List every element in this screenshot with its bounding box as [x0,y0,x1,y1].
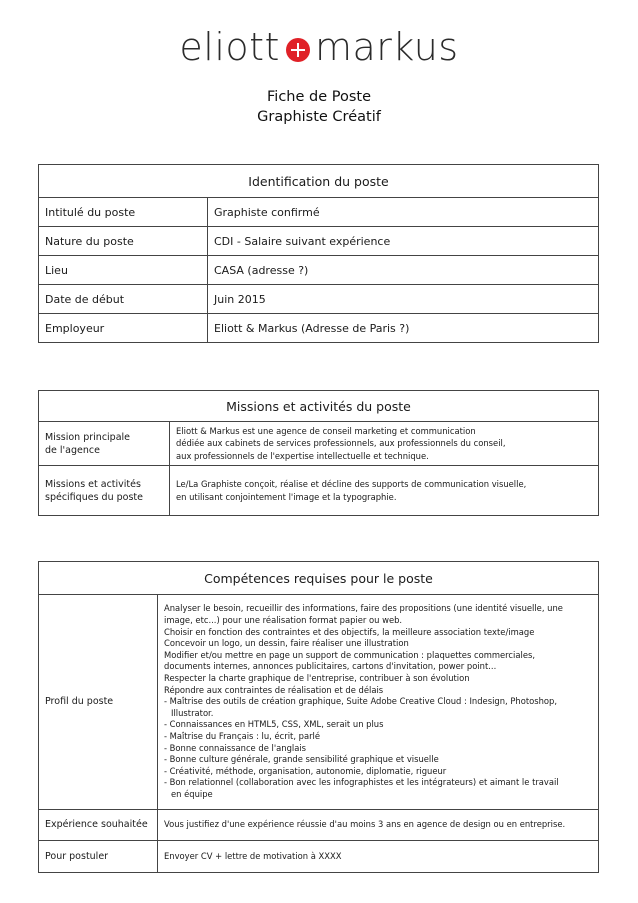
identification-table [38,164,599,343]
section-header-competences: Compétences requises pour le poste [39,562,599,595]
table-row [39,466,599,516]
text-line: image, etc...) pour une réalisation format papier ou web. [164,615,403,626]
row-value: Vous justifiez d'une expérience réussie d'au moins 3 ans en agence de design ou en entreprise. [158,810,599,841]
table-row [39,810,599,841]
row-label: Intitulé du poste [39,198,208,227]
row-label: Nature du poste [39,227,208,256]
logo-word-right: markus [314,25,459,69]
row-value: Envoyer CV + lettre de motivation à XXXX [158,841,599,873]
text-line: - Connaissances en HTML5, CSS, XML, serait un plus [164,719,384,730]
text-line: dédiée aux cabinets de services professionnels, aux professionnels du conseil, [176,438,506,449]
text-line: Concevoir un logo, un dessin, faire réaliser une illustration [164,638,409,649]
text-line: - Bonne connaissance de l'anglais [164,742,307,753]
text-line: en utilisant conjointement l'image et la typographie. [176,491,397,502]
text-line: Respecter la charte graphique de l'entreprise, contribuer à son évolution [164,673,470,684]
row-value [158,595,599,810]
text-line: - Maîtrise des outils de création graphique, Suite Adobe Creative Cloud : Indesign, Photoshop, [164,696,558,707]
text-line: Le/La Graphiste conçoit, réalise et décline des supports de communication visuelle, [176,479,527,489]
row-label: Date de début [39,285,208,314]
competences-table [38,561,599,873]
table-row [39,841,599,873]
table-row [39,595,599,810]
missions-table [38,390,599,516]
label-line: de l'agence [45,444,100,456]
title-line-2: Graphiste Créatif [257,109,381,125]
table-row [39,285,599,314]
row-value: CASA (adresse ?) [208,256,599,285]
row-value: Eliott & Markus (Adresse de Paris ?) [208,314,599,343]
row-label [39,466,170,516]
row-value: Juin 2015 [208,285,599,314]
label-line: spécifiques du poste [45,491,143,503]
row-label: Employeur [39,314,208,343]
row-value: Graphiste confirmé [208,198,599,227]
row-value [170,466,599,516]
document-title [0,87,638,127]
row-label: Lieu [39,256,208,285]
row-label: Pour postuler [39,841,158,873]
row-label [39,422,170,466]
title-line-1: Fiche de Poste [267,89,371,105]
table-row [39,314,599,343]
label-line: Mission principale [45,431,131,443]
text-line: Analyser le besoin, recueillir des informations, faire des propositions (une identité visuelle, une [164,603,563,614]
plus-icon [286,38,310,62]
company-logo [0,25,638,69]
text-line: Eliott & Markus est une agence de conseil marketing et communication [176,425,476,436]
row-label: Profil du poste [39,595,158,810]
row-value [170,422,599,466]
text-line: - Créativité, méthode, organisation, autonomie, diplomatie, rigueur [164,765,447,776]
logo-word-left: eliott [179,25,280,69]
text-line: - Maîtrise du Français : lu, écrit, parlé [164,730,321,741]
text-line: Choisir en fonction des contraintes et des objectifs, la meilleure association texte/image [164,626,535,637]
text-line: - Bonne culture générale, grande sensibilité graphique et visuelle [164,754,439,765]
row-label: Expérience souhaitée [39,810,158,841]
table-row [39,422,599,466]
table-row [39,227,599,256]
text-line: aux professionnels de l'expertise intellectuelle et technique. [176,450,429,461]
table-row [39,256,599,285]
table-row [39,198,599,227]
text-line: en équipe [171,788,213,799]
text-line: Répondre aux contraintes de réalisation et de délais [164,684,384,695]
text-line: documents internes, annonces publicitaires, cartons d'invitation, power point... [164,661,497,672]
text-line: - Bon relationnel (collaboration avec les infographistes et les intégrateurs) et aimant le travail [164,777,559,788]
section-header-identification: Identification du poste [39,165,599,198]
text-line: Illustrator. [171,707,214,718]
section-header-missions: Missions et activités du poste [39,391,599,422]
text-line: Modifier et/ou mettre en page un support de communication : plaquettes commerciales, [164,649,535,660]
label-line: Missions et activités [45,478,141,490]
row-value: CDI - Salaire suivant expérience [208,227,599,256]
